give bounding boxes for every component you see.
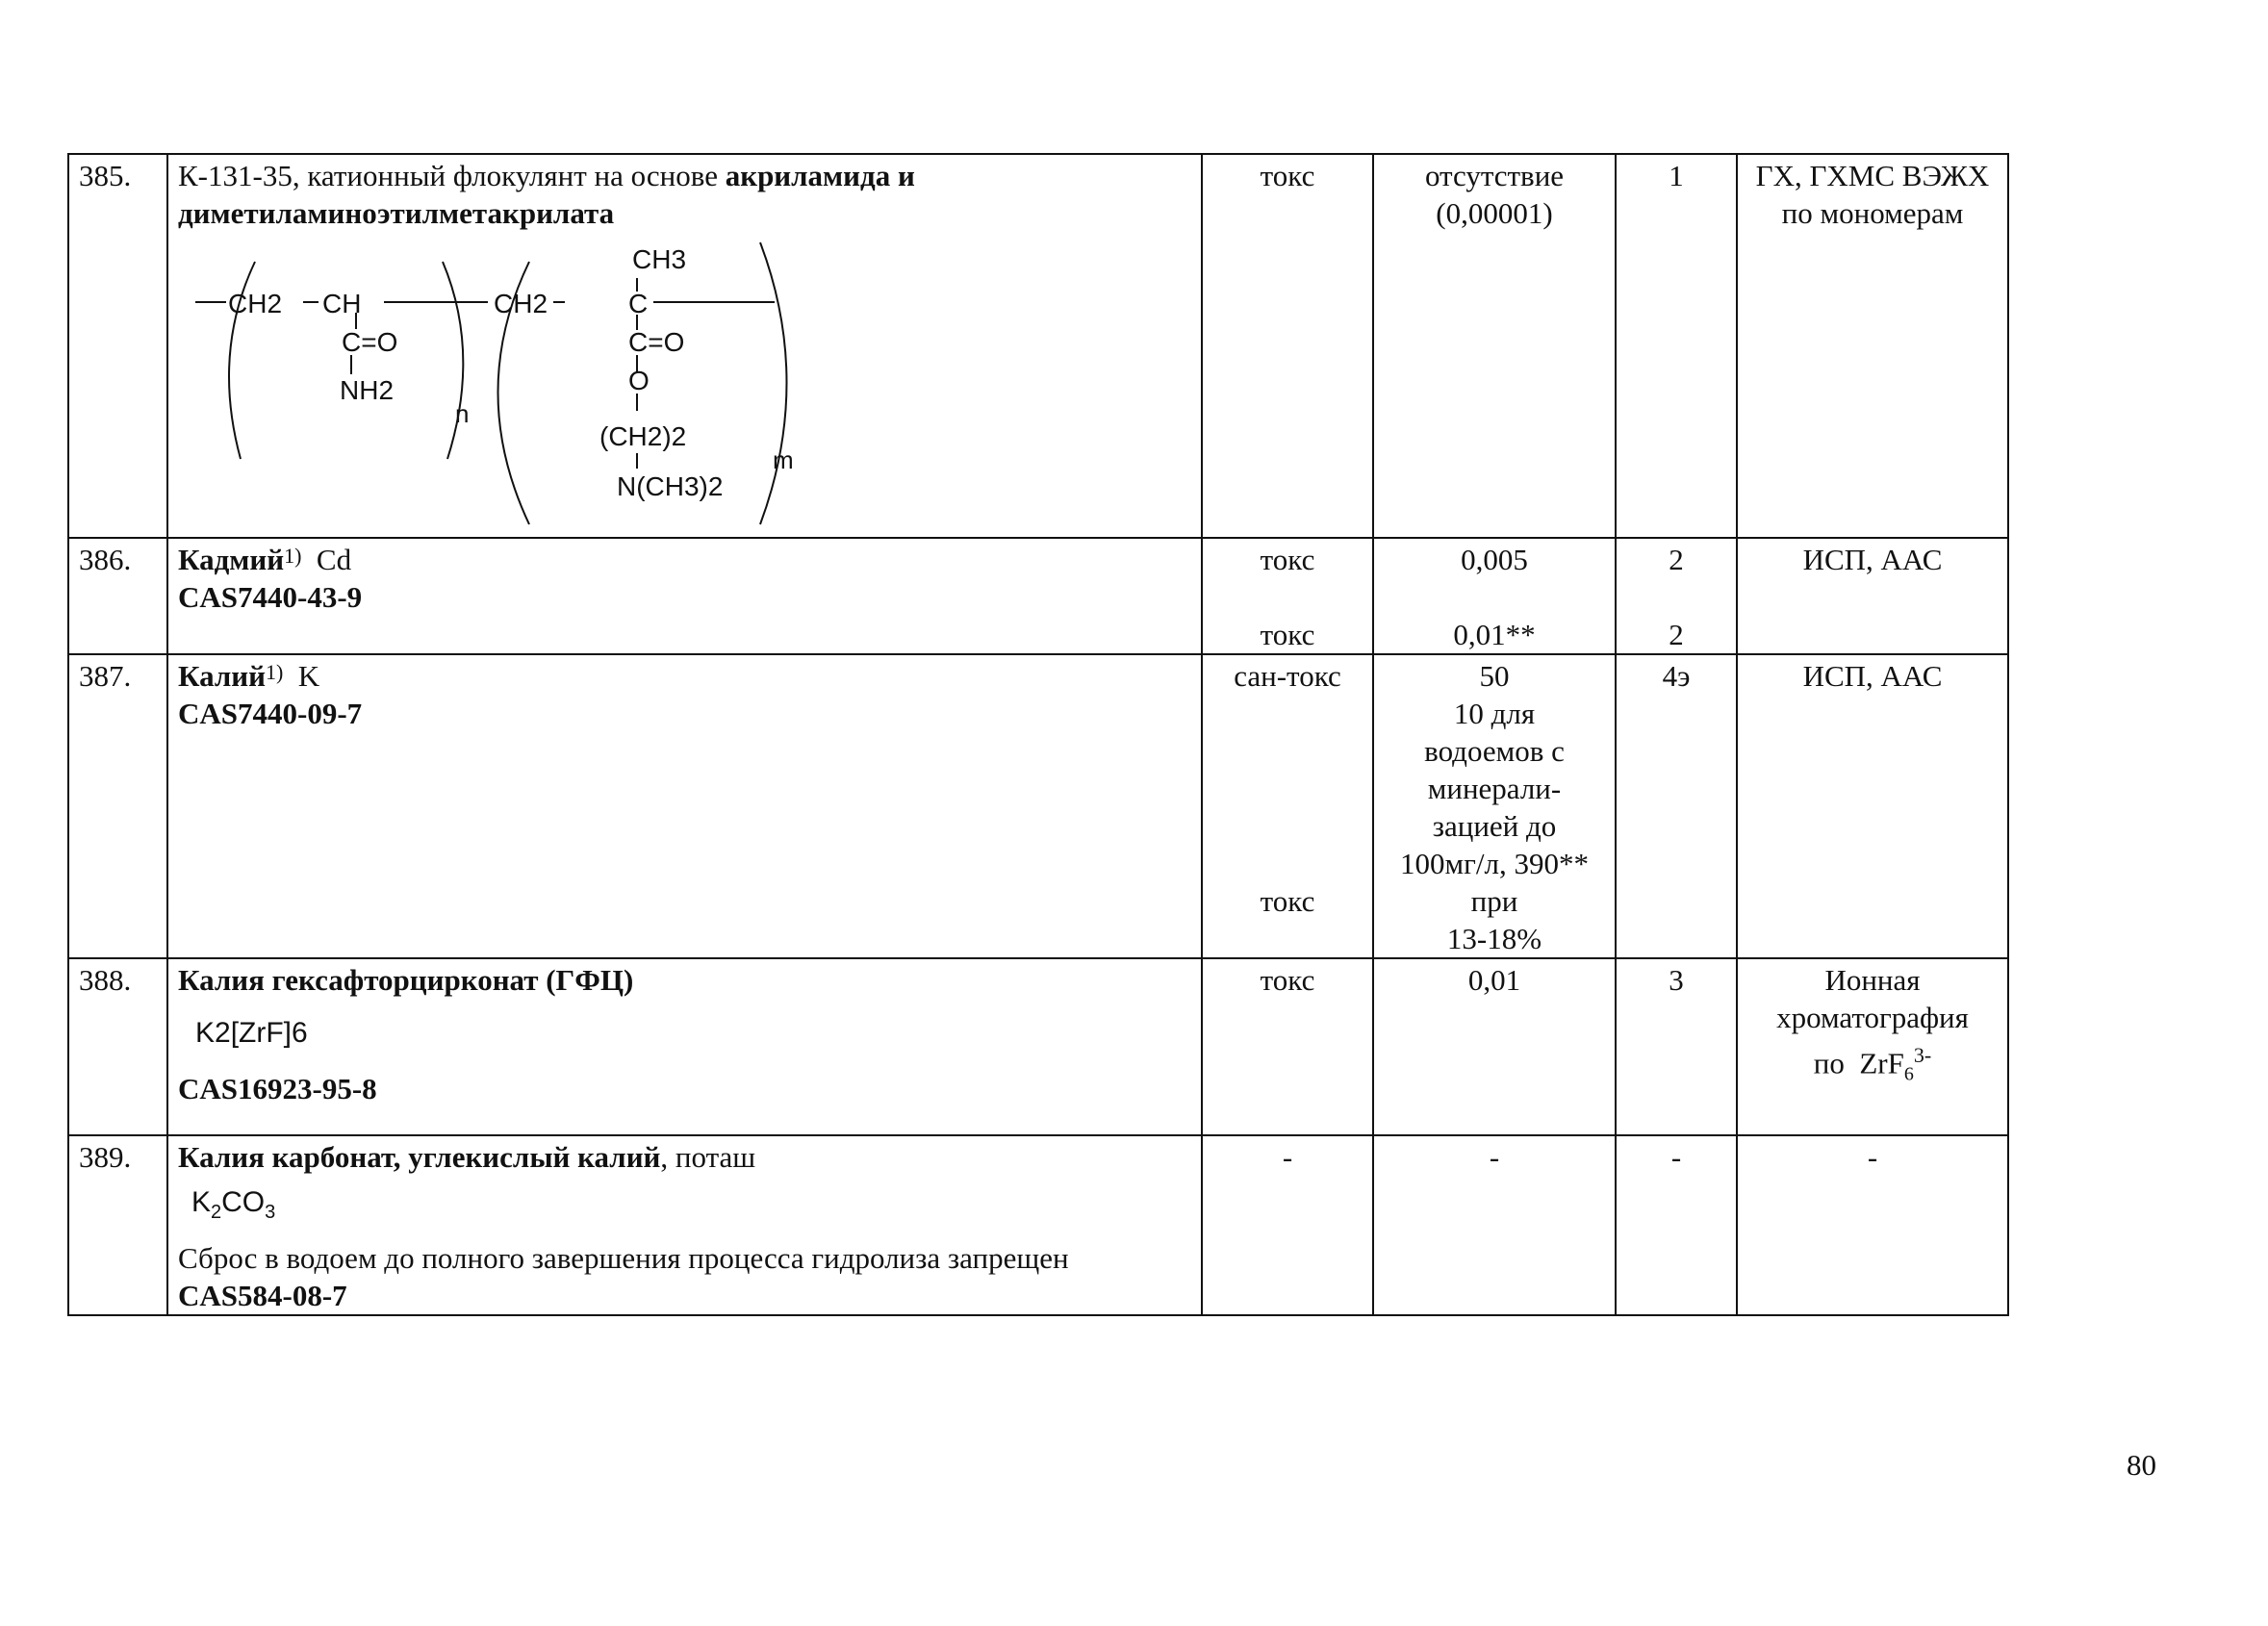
value-line: водоемов с: [1424, 734, 1565, 768]
structural-formula: [188, 238, 803, 526]
formula-ch2-a: CH2: [228, 289, 283, 318]
row-number: 386.: [68, 538, 167, 654]
formula-text: [191, 1181, 1191, 1233]
method-ion: ZrF: [1859, 1046, 1904, 1080]
method-ion-line: [1747, 1036, 1998, 1094]
hazard-cell: [1202, 538, 1373, 654]
formula-m: m: [773, 445, 794, 474]
cas-number: CAS16923-95-8: [178, 1072, 377, 1105]
formula-sub: 2: [211, 1202, 222, 1223]
formula-co-b: C=O: [628, 327, 685, 357]
table-row: [68, 154, 2008, 538]
value-line: 50: [1479, 659, 1510, 693]
row-number: 385.: [68, 154, 167, 538]
value-cell: 0,01: [1373, 958, 1616, 1135]
cas-number: CAS7440-09-7: [178, 697, 363, 730]
method-ion-sub: 6: [1903, 1063, 1914, 1085]
element-symbol: Cd: [316, 543, 352, 576]
substance-table: [67, 153, 2009, 1316]
method-cell: [1737, 958, 2008, 1135]
formula-n: n: [455, 399, 470, 428]
formula-nh2: NH2: [340, 375, 395, 405]
method-cell: ИСП, ААС: [1737, 654, 2008, 958]
substance-name-cell: [167, 1135, 1202, 1315]
hazard-cell: токс: [1202, 958, 1373, 1135]
value-secondary: 0,01**: [1453, 618, 1536, 651]
table-row: [68, 958, 2008, 1135]
value-line: 13-18%: [1446, 922, 1542, 955]
substance-name-cell: [167, 654, 1202, 958]
formula-ch-a: CH: [322, 289, 362, 318]
row-number: 387.: [68, 654, 167, 958]
cas-number: CAS584-08-7: [178, 1279, 347, 1312]
class-cell: [1616, 538, 1737, 654]
substance-name-bold: Кадмий: [178, 543, 285, 576]
table-row: [68, 538, 2008, 654]
footnote-mark: 1): [284, 544, 302, 568]
formula-nme2: N(CH3)2: [617, 471, 724, 501]
element-symbol: K: [297, 659, 320, 693]
formula-co-a: C=O: [342, 327, 398, 357]
hazard-secondary: токс: [1260, 884, 1315, 918]
row-number: 389.: [68, 1135, 167, 1315]
hazard-cell: [1202, 654, 1373, 958]
table-row: [68, 1135, 2008, 1315]
hazard-cell: токс: [1202, 154, 1373, 538]
class-primary: 2: [1669, 543, 1684, 576]
method-ion-sup: 3-: [1913, 1043, 1932, 1067]
table-row: [68, 654, 2008, 958]
formula-text: K2[ZrF]6: [195, 1017, 308, 1049]
formula-o: O: [628, 366, 650, 395]
value-cell: -: [1373, 1135, 1616, 1315]
substance-name-bold: акриламида и диметиламиноэтилметакрилата: [178, 159, 915, 230]
class-cell: 4э: [1616, 654, 1737, 958]
formula-ch2-2: (CH2)2: [599, 421, 687, 451]
class-cell: 1: [1616, 154, 1737, 538]
value-line: 10 для: [1453, 697, 1536, 730]
method-prefix: по: [1813, 1046, 1845, 1080]
substance-name-bold: Калия карбонат, углекислый калий: [178, 1140, 661, 1174]
value-line: минерали-: [1427, 772, 1562, 805]
method-line: Ионная: [1824, 963, 1921, 997]
formula-sub: 3: [265, 1202, 276, 1223]
row-number: 388.: [68, 958, 167, 1135]
class-cell: 3: [1616, 958, 1737, 1135]
class-secondary: 2: [1669, 618, 1684, 651]
substance-name-cell: [167, 538, 1202, 654]
formula-co: CO: [221, 1186, 266, 1218]
value-cell: [1373, 654, 1616, 958]
value-cell: отсутствие (0,00001): [1373, 154, 1616, 538]
value-primary: 0,005: [1461, 543, 1528, 576]
method-cell: ГХ, ГХМС ВЭЖХ по мономерам: [1737, 154, 2008, 538]
substance-name-plain: К-131-35, катионный флокулянт на основе: [178, 159, 726, 192]
formula-ch3: CH3: [632, 244, 687, 274]
method-cell: -: [1737, 1135, 2008, 1315]
value-cell: [1373, 538, 1616, 654]
formula-ch2-b: CH2: [494, 289, 548, 318]
footnote-mark: 1): [265, 660, 284, 684]
method-cell: ИСП, ААС: [1737, 538, 2008, 654]
substance-name-cell: [167, 154, 1202, 538]
hazard-secondary: токс: [1260, 618, 1315, 651]
substance-name-bold: Калий: [178, 659, 266, 693]
formula-c-b: C: [628, 289, 649, 318]
substance-name-bold: Калия гексафторцирконат (ГФЦ): [178, 963, 634, 997]
class-cell: -: [1616, 1135, 1737, 1315]
hydrolysis-note: Сброс в водоем до полного завершения процесса гидролиза запрещен: [178, 1241, 1069, 1275]
hazard-primary: токс: [1260, 543, 1315, 576]
substance-name-cell: [167, 958, 1202, 1135]
hazard-cell: -: [1202, 1135, 1373, 1315]
method-line: хроматография: [1776, 1001, 1969, 1034]
value-line: зацией до: [1432, 809, 1557, 843]
cas-number: CAS7440-43-9: [178, 580, 363, 614]
substance-name-plain: , поташ: [660, 1140, 756, 1174]
value-line: 100мг/л, 390**: [1400, 847, 1589, 880]
hazard-primary: сан-токс: [1234, 659, 1341, 693]
page-number: 80: [2127, 1448, 2156, 1482]
formula-k: K: [191, 1186, 212, 1218]
value-line: при: [1470, 884, 1518, 918]
